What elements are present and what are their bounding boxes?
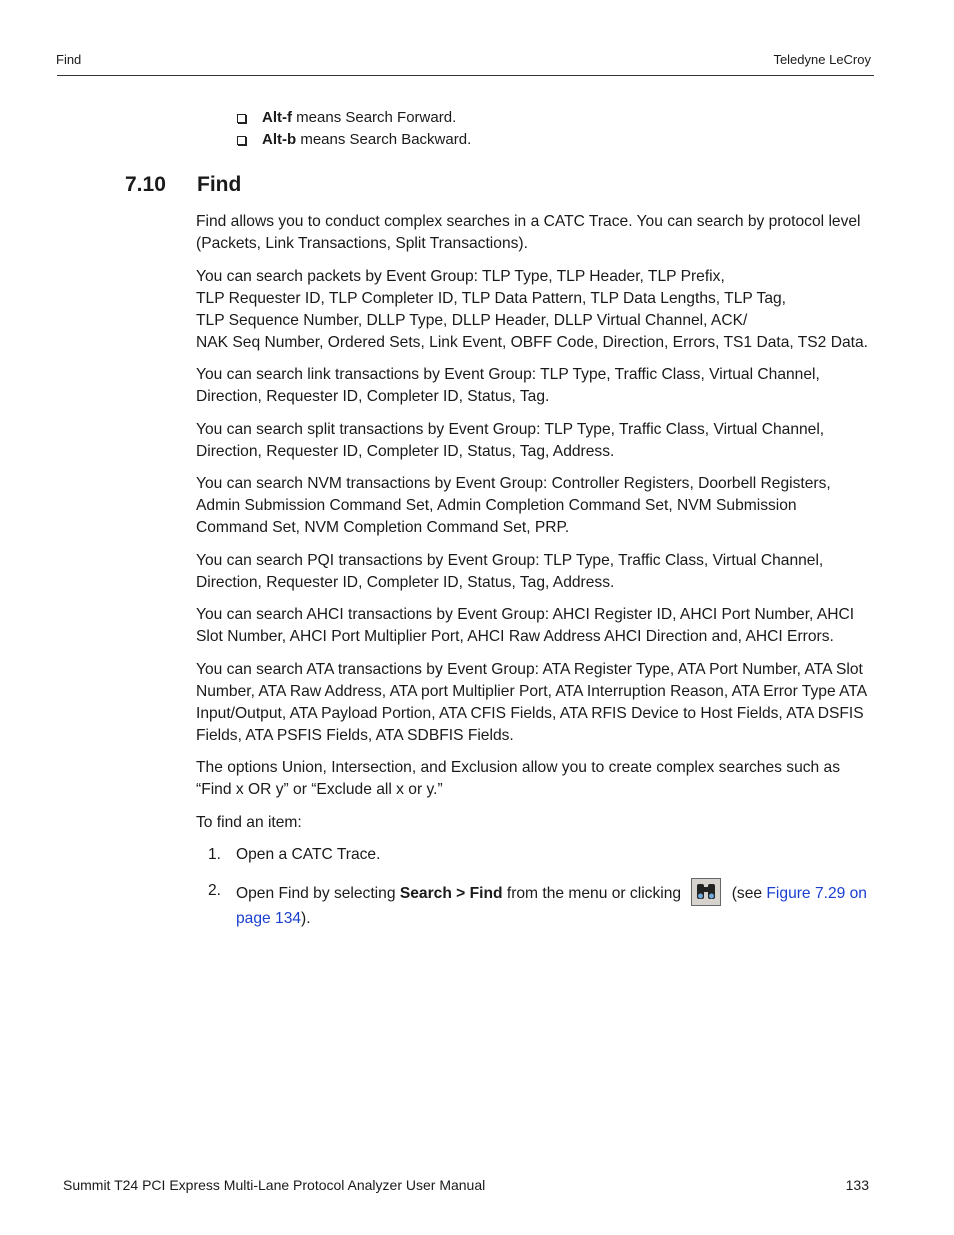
step-text: Open Find by selecting Search > Find from the menu or clicking (see Figure 7.29 on page 134). [236, 880, 872, 930]
menu-path: Search > Find [399, 885, 503, 903]
step-item [196, 844, 872, 866]
step-number: 2. [208, 882, 222, 899]
checkbox-bullet-icon [237, 136, 246, 145]
binoculars-icon [691, 878, 721, 906]
paragraph-intro: Find allows you to conduct complex searches in a CATC Trace. You can search by protocol level (Packets, Link Transactions, Split Transactions). [196, 213, 861, 252]
step-number: 1. [208, 846, 222, 863]
paragraph-to-find: To find an item: [196, 813, 302, 831]
checkbox-bullet-icon [237, 114, 246, 123]
header-section-name: Find [56, 52, 82, 67]
paragraph-line: You can search packets by Event Group: TLP Type, TLP Header, TLP Prefix, [196, 267, 725, 285]
paragraph-pqi-transactions: You can search PQI transactions by Event Group: TLP Type, Traffic Class, Virtual Channel, Direction, Requester ID, Completer ID, Status, Tag, Address. [196, 551, 824, 591]
page-number: 133 [845, 1177, 869, 1193]
paragraph-nvm-transactions: You can search NVM transactions by Event Group: Controller Registers, Doorbell Registers, Admin Submission Command Set, Admin Completion Command Set, NVM Submission Command Set, NVM Completion Command Set, PRP. [196, 475, 831, 536]
paragraph-ahci-transactions: You can search AHCI transactions by Event Group: AHCI Register ID, AHCI Port Number, AHCI Slot Number, AHCI Port Multiplier Port, AHCI Raw Address AHCI Direction and, AHCI Errors. [196, 606, 855, 645]
section-title: Find [197, 173, 242, 196]
step-text: Open a CATC Trace. [236, 846, 381, 863]
section-body [196, 211, 872, 944]
shortcut-key: Alt-b [262, 131, 297, 148]
section-number: 7.10 [125, 173, 166, 196]
list-item [237, 129, 471, 151]
step-item [196, 880, 872, 930]
header-divider [57, 75, 874, 76]
shortcut-desc: means Search Backward. [296, 131, 472, 148]
header-company: Teledyne LeCroy [773, 52, 871, 67]
footer-manual-title: Summit T24 PCI Express Multi-Lane Protocol Analyzer User Manual [63, 1177, 486, 1193]
paragraph-options: The options Union, Intersection, and Exclusion allow you to create complex searches such as “Find x OR y” or “Exclude all x or y.” [196, 759, 841, 798]
figure-reference-link[interactable]: Figure 7.29 on page 134 [236, 885, 867, 927]
paragraph-line: NAK Seq Number, Ordered Sets, Link Event, OBFF Code, Direction, Errors, TS1 Data, TS2 Data. [196, 333, 868, 351]
paragraph-ata-transactions: You can search ATA transactions by Event Group: ATA Register Type, ATA Port Number, ATA Slot Number, ATA Raw Address, ATA port Multiplier Port, ATA Interruption Reason, ATA Error Type ATA Input/Output, ATA Payload Portion, ATA CFIS Fields, ATA RFIS Device to Host Fields, ATA DSFIS Fields, ATA PSFIS Fields, ATA SDBFIS Fields. [196, 660, 867, 744]
paragraph-line: TLP Requester ID, TLP Completer ID, TLP Data Pattern, TLP Data Lengths, TLP Tag, [196, 289, 787, 307]
paragraph-packets [196, 266, 872, 354]
shortcut-list [237, 107, 471, 151]
shortcut-key: Alt-f [262, 109, 292, 126]
paragraph-link-transactions: You can search link transactions by Event Group: TLP Type, Traffic Class, Virtual Channel, Direction, Requester ID, Completer ID, Status, Tag. [196, 366, 820, 405]
shortcut-desc: means Search Forward. [292, 109, 457, 126]
paragraph-split-transactions: You can search split transactions by Event Group: TLP Type, Traffic Class, Virtual Channel, Direction, Requester ID, Completer ID, Status, Tag, Address. [196, 420, 825, 460]
paragraph-line: TLP Sequence Number, DLLP Type, DLLP Header, DLLP Virtual Channel, ACK/ [196, 311, 748, 329]
section-heading [125, 173, 241, 197]
list-item [237, 107, 471, 129]
steps-list [196, 844, 872, 930]
